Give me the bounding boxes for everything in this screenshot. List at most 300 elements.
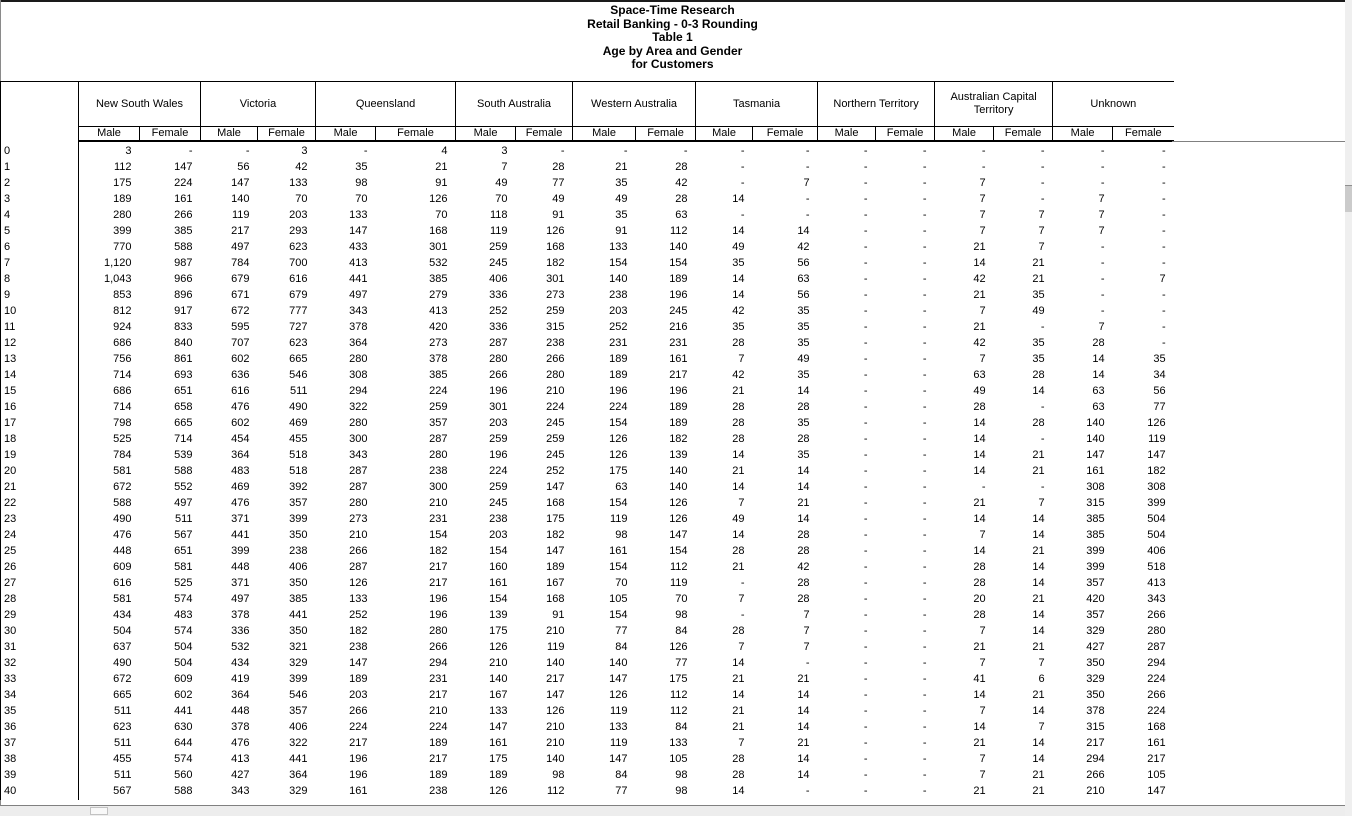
value-cell[interactable]: -	[922, 193, 927, 205]
value-cell[interactable]: 63	[797, 273, 810, 285]
value-cell[interactable]: 105	[1147, 769, 1166, 781]
age-label-cell[interactable]: 9	[1, 288, 79, 304]
value-cell[interactable]: 581	[174, 561, 193, 573]
value-cell[interactable]: 252	[546, 465, 565, 477]
value-cell[interactable]: 483	[231, 465, 250, 477]
value-cell[interactable]: 28	[732, 545, 745, 557]
value-cell[interactable]: -	[922, 753, 927, 765]
value-cell[interactable]: 679	[231, 273, 250, 285]
value-cell[interactable]: 217	[429, 561, 448, 573]
value-cell[interactable]: 406	[289, 721, 308, 733]
value-cell[interactable]: -	[922, 529, 927, 541]
value-cell[interactable]: 259	[489, 241, 508, 253]
value-cell[interactable]: 343	[231, 785, 250, 797]
column-header-gender[interactable]: Male	[79, 127, 140, 141]
value-cell[interactable]: 420	[1086, 593, 1105, 605]
value-cell[interactable]: 7	[979, 753, 986, 765]
value-cell[interactable]: 315	[1086, 721, 1105, 733]
value-cell[interactable]: 196	[489, 449, 508, 461]
value-cell[interactable]: 56	[797, 289, 810, 301]
value-cell[interactable]: 119	[670, 577, 688, 589]
value-cell[interactable]: 623	[289, 241, 308, 253]
value-cell[interactable]: -	[1161, 177, 1166, 189]
age-label-cell[interactable]: 24	[1, 528, 79, 544]
value-cell[interactable]: 21	[973, 497, 986, 509]
value-cell[interactable]: 126	[609, 433, 628, 445]
value-cell[interactable]: 413	[429, 305, 448, 317]
value-cell[interactable]: 308	[1086, 481, 1105, 493]
value-cell[interactable]: 322	[289, 737, 308, 749]
value-cell[interactable]: 35	[797, 449, 810, 461]
value-cell[interactable]: -	[922, 625, 927, 637]
value-cell[interactable]: 84	[675, 625, 688, 637]
value-cell[interactable]: 189	[609, 353, 628, 365]
value-cell[interactable]: 14	[732, 657, 745, 669]
value-cell[interactable]: 91	[435, 177, 448, 189]
value-cell[interactable]: 21	[973, 289, 986, 301]
value-cell[interactable]: 140	[609, 273, 628, 285]
value-cell[interactable]: 154	[609, 497, 628, 509]
value-cell[interactable]: 511	[113, 705, 132, 717]
value-cell[interactable]: 427	[231, 769, 250, 781]
value-cell[interactable]: 238	[489, 513, 508, 525]
value-cell[interactable]: 595	[231, 321, 250, 333]
value-cell[interactable]: 770	[113, 241, 132, 253]
value-cell[interactable]: 35	[797, 305, 810, 317]
age-label-cell[interactable]: 2	[1, 176, 79, 192]
value-cell[interactable]: 238	[349, 641, 368, 653]
value-cell[interactable]: 56	[237, 161, 250, 173]
value-cell[interactable]: 490	[113, 657, 132, 669]
value-cell[interactable]: 238	[546, 337, 565, 349]
value-cell[interactable]: 686	[113, 337, 132, 349]
value-cell[interactable]: 231	[669, 337, 688, 349]
value-cell[interactable]: 476	[231, 401, 250, 413]
age-label-cell[interactable]: 17	[1, 416, 79, 432]
value-cell[interactable]: 7	[803, 177, 810, 189]
value-cell[interactable]: -	[922, 609, 927, 621]
value-cell[interactable]: 147	[609, 673, 628, 685]
value-cell[interactable]: 28	[1032, 417, 1045, 429]
age-label-cell[interactable]: 27	[1, 576, 79, 592]
value-cell[interactable]: 224	[1147, 705, 1166, 717]
value-cell[interactable]: 126	[546, 225, 565, 237]
value-cell[interactable]: -	[1100, 177, 1105, 189]
value-cell[interactable]: 385	[429, 369, 448, 381]
value-cell[interactable]: 126	[349, 577, 368, 589]
value-cell[interactable]: 378	[429, 353, 448, 365]
column-header-gender[interactable]: Female	[753, 127, 818, 141]
value-cell[interactable]: -	[922, 241, 927, 253]
value-cell[interactable]: 350	[1086, 657, 1105, 669]
value-cell[interactable]: -	[863, 609, 868, 621]
value-cell[interactable]: 42	[973, 273, 986, 285]
value-cell[interactable]: 504	[174, 641, 193, 653]
value-cell[interactable]: 7	[979, 353, 986, 365]
value-cell[interactable]: -	[1161, 257, 1166, 269]
value-cell[interactable]: 7	[803, 625, 810, 637]
value-cell[interactable]: 140	[609, 657, 628, 669]
value-cell[interactable]: 3	[301, 144, 308, 157]
value-cell[interactable]: 280	[429, 625, 448, 637]
value-cell[interactable]: 21	[1032, 785, 1045, 797]
value-cell[interactable]: 252	[349, 609, 368, 621]
value-cell[interactable]: 279	[429, 289, 448, 301]
value-cell[interactable]: -	[863, 144, 868, 157]
value-cell[interactable]: -	[922, 353, 927, 365]
value-cell[interactable]: 308	[1147, 481, 1166, 493]
value-cell[interactable]: 126	[669, 641, 688, 653]
age-label-cell[interactable]: 30	[1, 624, 79, 640]
value-cell[interactable]: 42	[675, 177, 688, 189]
value-cell[interactable]: 399	[1086, 561, 1105, 573]
value-cell[interactable]: 378	[231, 609, 250, 621]
value-cell[interactable]: 20	[973, 593, 986, 605]
value-cell[interactable]: 98	[355, 177, 368, 189]
value-cell[interactable]: 14	[1032, 385, 1045, 397]
value-cell[interactable]: 147	[231, 177, 250, 189]
value-cell[interactable]: 455	[113, 753, 132, 765]
value-cell[interactable]: 203	[349, 689, 368, 701]
value-cell[interactable]: 14	[973, 433, 986, 445]
value-cell[interactable]: 217	[1147, 753, 1166, 765]
value-cell[interactable]: 168	[429, 225, 448, 237]
value-cell[interactable]: 42	[797, 561, 810, 573]
value-cell[interactable]: 329	[289, 785, 308, 797]
value-cell[interactable]: -	[863, 401, 868, 413]
value-cell[interactable]: 14	[797, 753, 810, 765]
value-cell[interactable]: -	[805, 209, 810, 221]
value-cell[interactable]: 189	[669, 273, 688, 285]
value-cell[interactable]: 1,043	[103, 273, 132, 285]
value-cell[interactable]: 14	[973, 417, 986, 429]
value-cell[interactable]: 434	[113, 609, 132, 621]
value-cell[interactable]: 42	[295, 161, 308, 173]
value-cell[interactable]: -	[1161, 321, 1166, 333]
value-cell[interactable]: 182	[349, 625, 368, 637]
value-cell[interactable]: 154	[429, 529, 448, 541]
value-cell[interactable]: 14	[1092, 353, 1105, 365]
age-label-cell[interactable]: 1	[1, 160, 79, 176]
value-cell[interactable]: 147	[489, 721, 508, 733]
value-cell[interactable]: 266	[349, 545, 368, 557]
value-cell[interactable]: 49	[1032, 305, 1045, 317]
value-cell[interactable]: -	[740, 577, 745, 589]
value-cell[interactable]: 98	[615, 529, 628, 541]
value-cell[interactable]: -	[863, 289, 868, 301]
value-cell[interactable]: 784	[231, 257, 250, 269]
value-cell[interactable]: -	[805, 785, 810, 797]
value-cell[interactable]: -	[1161, 225, 1166, 237]
value-cell[interactable]: 42	[732, 369, 745, 381]
value-cell[interactable]: 574	[174, 625, 193, 637]
value-cell[interactable]: 287	[429, 433, 448, 445]
value-cell[interactable]: -	[363, 144, 368, 157]
value-cell[interactable]: 35	[615, 209, 628, 221]
value-cell[interactable]: 308	[349, 369, 368, 381]
value-cell[interactable]: 413	[231, 753, 250, 765]
value-cell[interactable]: 77	[552, 177, 565, 189]
value-cell[interactable]: 140	[669, 465, 688, 477]
value-cell[interactable]: 35	[1032, 337, 1045, 349]
value-cell[interactable]: 273	[546, 289, 565, 301]
value-cell[interactable]: 203	[489, 417, 508, 429]
value-cell[interactable]: 84	[615, 769, 628, 781]
value-cell[interactable]: 14	[973, 721, 986, 733]
value-cell[interactable]: -	[1161, 337, 1166, 349]
value-cell[interactable]: 14	[797, 689, 810, 701]
value-cell[interactable]: -	[922, 385, 927, 397]
value-cell[interactable]: -	[863, 321, 868, 333]
value-cell[interactable]: 399	[113, 225, 132, 237]
value-cell[interactable]: 21	[1032, 273, 1045, 285]
value-cell[interactable]: -	[805, 193, 810, 205]
value-cell[interactable]: 616	[113, 577, 132, 589]
value-cell[interactable]: 7	[738, 353, 745, 365]
value-cell[interactable]: 419	[231, 673, 250, 685]
value-cell[interactable]: 651	[174, 545, 193, 557]
value-cell[interactable]: 385	[429, 273, 448, 285]
value-cell[interactable]: 196	[489, 385, 508, 397]
value-cell[interactable]: 406	[1147, 545, 1166, 557]
value-cell[interactable]: 413	[1147, 577, 1166, 589]
value-cell[interactable]: 140	[1086, 433, 1105, 445]
value-cell[interactable]: 28	[973, 609, 986, 621]
value-cell[interactable]: 210	[546, 385, 565, 397]
value-cell[interactable]: 189	[669, 401, 688, 413]
value-cell[interactable]: -	[863, 481, 868, 493]
value-cell[interactable]: 175	[489, 625, 508, 637]
value-cell[interactable]: -	[922, 673, 927, 685]
value-cell[interactable]: -	[922, 513, 927, 525]
value-cell[interactable]: -	[863, 737, 868, 749]
age-label-cell[interactable]: 8	[1, 272, 79, 288]
value-cell[interactable]: 28	[973, 577, 986, 589]
value-cell[interactable]: 147	[609, 753, 628, 765]
value-cell[interactable]: -	[863, 241, 868, 253]
value-cell[interactable]: 245	[489, 497, 508, 509]
value-cell[interactable]: 231	[429, 673, 448, 685]
value-cell[interactable]: -	[863, 305, 868, 317]
value-cell[interactable]: 14	[732, 289, 745, 301]
value-cell[interactable]: -	[922, 497, 927, 509]
value-cell[interactable]: 14	[1032, 513, 1045, 525]
value-cell[interactable]: -	[922, 144, 927, 157]
value-cell[interactable]: 469	[289, 417, 308, 429]
value-cell[interactable]: -	[863, 433, 868, 445]
value-cell[interactable]: 217	[429, 753, 448, 765]
value-cell[interactable]: 259	[546, 305, 565, 317]
value-cell[interactable]: 7	[979, 305, 986, 317]
value-cell[interactable]: 476	[231, 737, 250, 749]
value-cell[interactable]: 433	[349, 241, 368, 253]
value-cell[interactable]: 511	[113, 769, 132, 781]
value-cell[interactable]: 441	[289, 753, 308, 765]
value-cell[interactable]: 14	[973, 513, 986, 525]
value-cell[interactable]: 672	[113, 481, 132, 493]
value-cell[interactable]: -	[863, 417, 868, 429]
value-cell[interactable]: 35	[1032, 353, 1045, 365]
value-cell[interactable]: 196	[609, 385, 628, 397]
age-label-cell[interactable]: 21	[1, 480, 79, 496]
value-cell[interactable]: -	[863, 369, 868, 381]
value-cell[interactable]: 259	[489, 481, 508, 493]
value-cell[interactable]: 336	[489, 321, 508, 333]
value-cell[interactable]: 14	[1032, 529, 1045, 541]
value-cell[interactable]: 252	[609, 321, 628, 333]
value-cell[interactable]: -	[1040, 161, 1045, 173]
value-cell[interactable]: 293	[289, 225, 308, 237]
value-cell[interactable]: 98	[675, 785, 688, 797]
value-cell[interactable]: 7	[1098, 321, 1105, 333]
value-cell[interactable]: 217	[231, 225, 250, 237]
value-cell[interactable]: -	[922, 257, 927, 269]
value-cell[interactable]: 21	[1032, 449, 1045, 461]
value-cell[interactable]: 784	[113, 449, 132, 461]
value-cell[interactable]: 651	[174, 385, 193, 397]
value-cell[interactable]: 161	[1086, 465, 1105, 477]
value-cell[interactable]: 896	[174, 289, 193, 301]
value-cell[interactable]: -	[1161, 241, 1166, 253]
value-cell[interactable]: -	[863, 769, 868, 781]
value-cell[interactable]: 49	[797, 353, 810, 365]
value-cell[interactable]: 238	[429, 465, 448, 477]
value-cell[interactable]: 756	[113, 353, 132, 365]
value-cell[interactable]: 14	[797, 465, 810, 477]
value-cell[interactable]: 455	[289, 433, 308, 445]
value-cell[interactable]: -	[922, 481, 927, 493]
value-cell[interactable]: -	[863, 449, 868, 461]
value-cell[interactable]: 280	[489, 353, 508, 365]
value-cell[interactable]: 49	[732, 513, 745, 525]
value-cell[interactable]: 35	[615, 177, 628, 189]
value-cell[interactable]: 266	[429, 641, 448, 653]
value-cell[interactable]: 196	[349, 769, 368, 781]
value-cell[interactable]: 300	[429, 481, 448, 493]
value-cell[interactable]: -	[863, 337, 868, 349]
value-cell[interactable]: -	[922, 785, 927, 797]
value-cell[interactable]: 14	[1032, 753, 1045, 765]
value-cell[interactable]: 112	[113, 161, 132, 173]
value-cell[interactable]: 182	[546, 529, 565, 541]
value-cell[interactable]: 280	[349, 417, 368, 429]
value-cell[interactable]: -	[922, 321, 927, 333]
value-cell[interactable]: -	[863, 529, 868, 541]
value-cell[interactable]: 224	[429, 385, 448, 397]
value-cell[interactable]: 588	[113, 497, 132, 509]
value-cell[interactable]: 118	[489, 209, 508, 221]
vertical-scrollbar-thumb[interactable]	[1345, 185, 1352, 212]
value-cell[interactable]: 168	[546, 593, 565, 605]
value-cell[interactable]: 63	[1092, 401, 1105, 413]
value-cell[interactable]: -	[922, 449, 927, 461]
value-cell[interactable]: 546	[289, 369, 308, 381]
value-cell[interactable]: 518	[1147, 561, 1166, 573]
value-cell[interactable]: 7	[738, 593, 745, 605]
value-cell[interactable]: -	[863, 689, 868, 701]
value-cell[interactable]: 35	[355, 161, 368, 173]
value-cell[interactable]: 7	[979, 657, 986, 669]
value-cell[interactable]: 7	[979, 193, 986, 205]
value-cell[interactable]: 216	[669, 321, 688, 333]
value-cell[interactable]: -	[922, 273, 927, 285]
value-cell[interactable]: -	[740, 144, 745, 157]
value-cell[interactable]: 7	[1038, 209, 1045, 221]
value-cell[interactable]: 105	[669, 753, 688, 765]
value-cell[interactable]: 924	[113, 321, 132, 333]
value-cell[interactable]: -	[922, 209, 927, 221]
column-header-gender[interactable]: Male	[935, 127, 994, 141]
value-cell[interactable]: -	[863, 561, 868, 573]
column-header-area[interactable]: Western Australia	[573, 82, 696, 127]
value-cell[interactable]: 280	[349, 353, 368, 365]
value-cell[interactable]: -	[863, 625, 868, 637]
value-cell[interactable]: 42	[797, 241, 810, 253]
value-cell[interactable]: 539	[174, 449, 193, 461]
value-cell[interactable]: -	[981, 161, 986, 173]
age-label-cell[interactable]: 29	[1, 608, 79, 624]
value-cell[interactable]: 28	[1032, 369, 1045, 381]
value-cell[interactable]: 14	[1032, 625, 1045, 637]
value-cell[interactable]: 147	[1147, 785, 1166, 797]
value-cell[interactable]: 294	[349, 385, 368, 397]
value-cell[interactable]: 14	[732, 529, 745, 541]
value-cell[interactable]: 168	[546, 241, 565, 253]
value-cell[interactable]: -	[863, 721, 868, 733]
value-cell[interactable]: 266	[174, 209, 193, 221]
value-cell[interactable]: 70	[435, 209, 448, 221]
value-cell[interactable]: 140	[669, 481, 688, 493]
value-cell[interactable]: -	[1100, 144, 1105, 157]
value-cell[interactable]: 917	[174, 305, 193, 317]
column-header-gender[interactable]: Male	[696, 127, 753, 141]
value-cell[interactable]: 378	[349, 321, 368, 333]
value-cell[interactable]: 490	[113, 513, 132, 525]
value-cell[interactable]: 300	[349, 433, 368, 445]
value-cell[interactable]: 196	[429, 609, 448, 621]
value-cell[interactable]: 287	[349, 561, 368, 573]
value-cell[interactable]: 7	[979, 769, 986, 781]
value-cell[interactable]: 21	[973, 737, 986, 749]
value-cell[interactable]: 147	[349, 225, 368, 237]
value-cell[interactable]: 385	[289, 593, 308, 605]
column-header-gender[interactable]: Female	[1113, 127, 1174, 141]
value-cell[interactable]: 133	[669, 737, 688, 749]
value-cell[interactable]: 196	[669, 289, 688, 301]
value-cell[interactable]: 28	[797, 593, 810, 605]
value-cell[interactable]: 140	[489, 673, 508, 685]
value-cell[interactable]: 154	[669, 257, 688, 269]
value-cell[interactable]: 28	[1092, 337, 1105, 349]
value-cell[interactable]: 525	[174, 577, 193, 589]
value-cell[interactable]: 28	[797, 577, 810, 589]
value-cell[interactable]: 679	[289, 289, 308, 301]
value-cell[interactable]: 14	[1032, 609, 1045, 621]
value-cell[interactable]: 280	[113, 209, 132, 221]
age-label-cell[interactable]: 36	[1, 720, 79, 736]
value-cell[interactable]: 35	[797, 321, 810, 333]
value-cell[interactable]: 175	[669, 673, 688, 685]
value-cell[interactable]: -	[1040, 144, 1045, 157]
value-cell[interactable]: 224	[429, 721, 448, 733]
value-cell[interactable]: 91	[552, 609, 565, 621]
age-label-cell[interactable]: 16	[1, 400, 79, 416]
value-cell[interactable]: -	[805, 657, 810, 669]
value-cell[interactable]: 315	[546, 321, 565, 333]
column-header-area[interactable]: Queensland	[316, 82, 456, 127]
value-cell[interactable]: 119	[1148, 433, 1166, 445]
value-cell[interactable]: 14	[732, 193, 745, 205]
